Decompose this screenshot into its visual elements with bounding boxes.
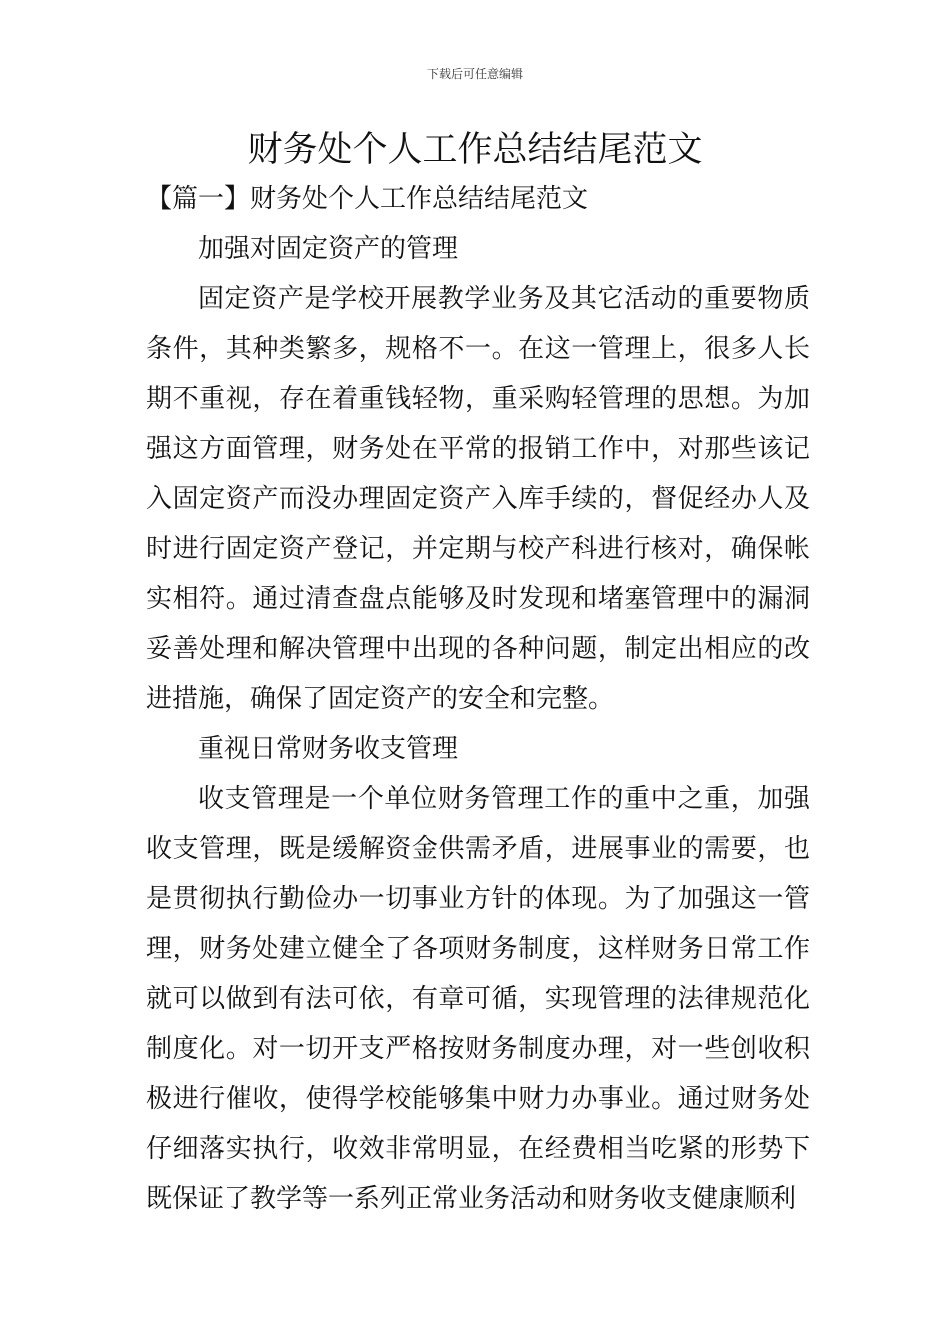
subheading-revenue-expenditure: 重视日常财务收支管理 <box>198 734 459 764</box>
document-body <box>146 174 810 1224</box>
page-header-note: 下载后可任意编辑 <box>426 67 523 81</box>
subheading-fixed-assets: 加强对固定资产的管理 <box>198 234 459 264</box>
paragraph-fixed-assets: 固定资产是学校开展教学业务及其它活动的重要物质条件，其种类繁多，规格不一。在这一管理上，很多人长期不重视，存在着重钱轻物，重采购轻管理的思想。为加强这方面管理，财务处在平常的报销工作中，对那些该记入固定资产而没办理固定资产入库手续的，督促经办人及时进行固定资产登记，并定期与校产科进行核对，确保帐实相符。通过清查盘点能够及时发现和堵塞管理中的漏洞妥善处理和解决管理中出现的各种问题，制定出相应的改进措施，确保了固定资产的安全和完整。 <box>146 284 810 714</box>
paragraph-revenue-expenditure: 收支管理是一个单位财务管理工作的重中之重，加强收支管理，既是缓解资金供需矛盾，进展事业的需要，也是贯彻执行勤俭办一切事业方针的体现。为了加强这一管理，财务处建立健全了各项财务制度，这样财务日常工作就可以做到有法可依，有章可循，实现管理的法律规范化制度化。对一切开支严格按财务制度办理，对一些创收积极进行催收，使得学校能够集中财力办事业。通过财务处仔细落实执行，收效非常明显，在经费相当吃紧的形势下既保证了教学等一系列正常业务活动和财务收支健康顺利 <box>146 784 810 1214</box>
document-title: 财务处个人工作总结结尾范文 <box>247 130 703 170</box>
section-label: 【篇一】财务处个人工作总结结尾范文 <box>146 184 589 214</box>
